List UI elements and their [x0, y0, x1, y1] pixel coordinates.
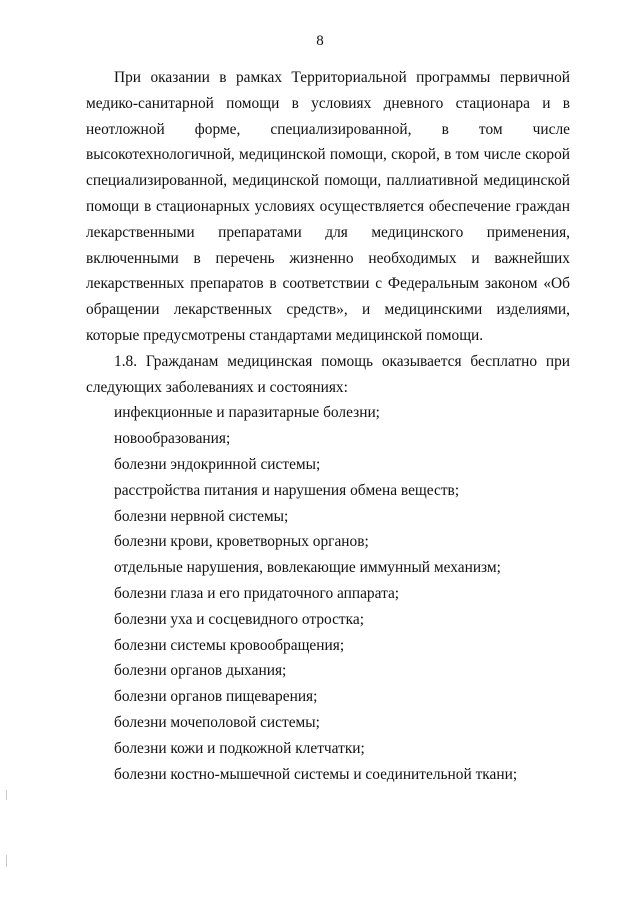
scan-edge-mark [6, 790, 7, 800]
list-item: болезни нервной системы; [114, 507, 289, 525]
list-item: болезни органов дыхания; [114, 662, 287, 680]
list-item: болезни эндокринной системы; [114, 455, 321, 473]
list-item: болезни кожи и подкожной клетчатки; [114, 739, 365, 757]
list-item: болезни крови, кроветворных органов; [114, 533, 369, 551]
paragraph-section-1-8: 1.8. Гражданам медицинская помощь оказывается бесплатно при следующих заболеваниях и состояниях: [86, 352, 570, 396]
scan-edge-mark [6, 855, 7, 867]
list-item: инфекционные и паразитарные болезни; [114, 404, 380, 422]
list-item: болезни органов пищеварения; [114, 688, 318, 706]
list-item: отдельные нарушения, вовлекающие иммунный механизм; [114, 559, 501, 577]
document-body [86, 65, 570, 787]
list-item: болезни глаза и его придаточного аппарата; [114, 584, 400, 602]
list-item: новообразования; [114, 430, 231, 448]
conditions-list [86, 400, 570, 787]
paragraph-medication-provision: При оказании в рамках Территориальной программы первичной медико-санитарной помощи в условиях дневного стационара и в неотложной форме, специализированной, в том числе высокотехнологичной, медицинской помощи, скорой, в том числе скорой специализированной, медицинской помощи, паллиативной медицинской помощи в стационарных условиях осуществляется обеспечение граждан лекарственными препаратами для медицинского применения, включенными в перечень жизненно необходимых и важнейших лекарственных препаратов в соответствии с Федеральным законом «Об обращении лекарственных средств», и медицинскими изделиями, которые предусмотрены стандартами медицинской помощи. [86, 69, 570, 344]
list-item: расстройства питания и нарушения обмена веществ; [114, 481, 460, 499]
list-item: болезни мочеполовой системы; [114, 713, 320, 731]
list-item: болезни уха и сосцевидного отростка; [114, 610, 365, 628]
list-item: болезни костно-мышечной системы и соединительной ткани; [114, 765, 518, 783]
list-item: болезни системы кровообращения; [114, 636, 345, 654]
page-number: 8 [316, 33, 324, 49]
